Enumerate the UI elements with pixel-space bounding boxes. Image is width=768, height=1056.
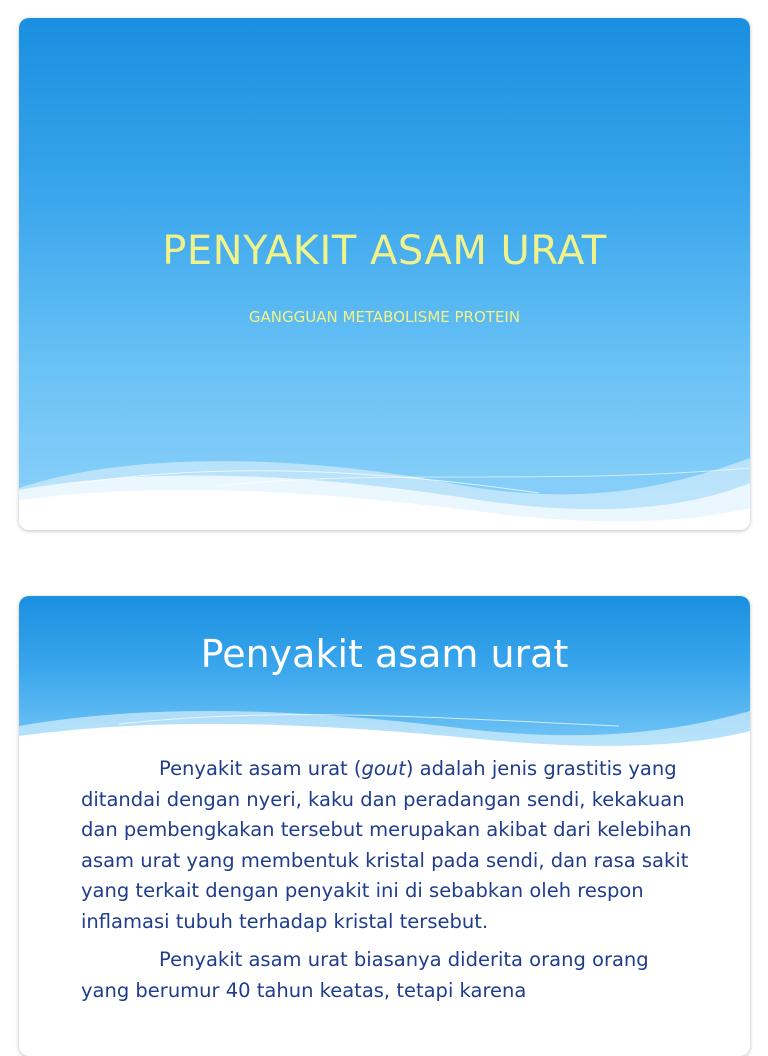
slide-subtitle: GANGGUAN METABOLISME PROTEIN xyxy=(248,308,521,326)
paragraph-text: Penyakit asam urat ( xyxy=(159,757,362,780)
slide-title: PENYAKIT ASAM URAT xyxy=(162,228,607,274)
slide-body xyxy=(81,754,701,1014)
wave-decoration xyxy=(19,696,750,758)
wave-decoration xyxy=(19,438,750,530)
paragraph: Penyakit asam urat biasanya diderita orang orang yang berumur 40 tahun keatas, tetapi karena xyxy=(81,948,649,1002)
title-slide xyxy=(19,18,750,530)
paragraph-text: ) adalah jenis grastitis yang ditandai dengan nyeri, kaku dan peradangan sendi, kekakuan dan pembengkakan tersebut merupakan akibat dari kelebihan asam urat yang membentuk kristal pada sendi, dan rasa sakit yang terkait dengan penyakit ini di sebabkan oleh respon inflamasi tubuh terhadap kristal tersebut. xyxy=(81,757,692,933)
slide-title: Penyakit asam urat xyxy=(200,632,569,676)
paragraph-italic-term: gout xyxy=(361,757,406,780)
content-slide xyxy=(19,596,750,1056)
paragraph xyxy=(81,754,701,937)
